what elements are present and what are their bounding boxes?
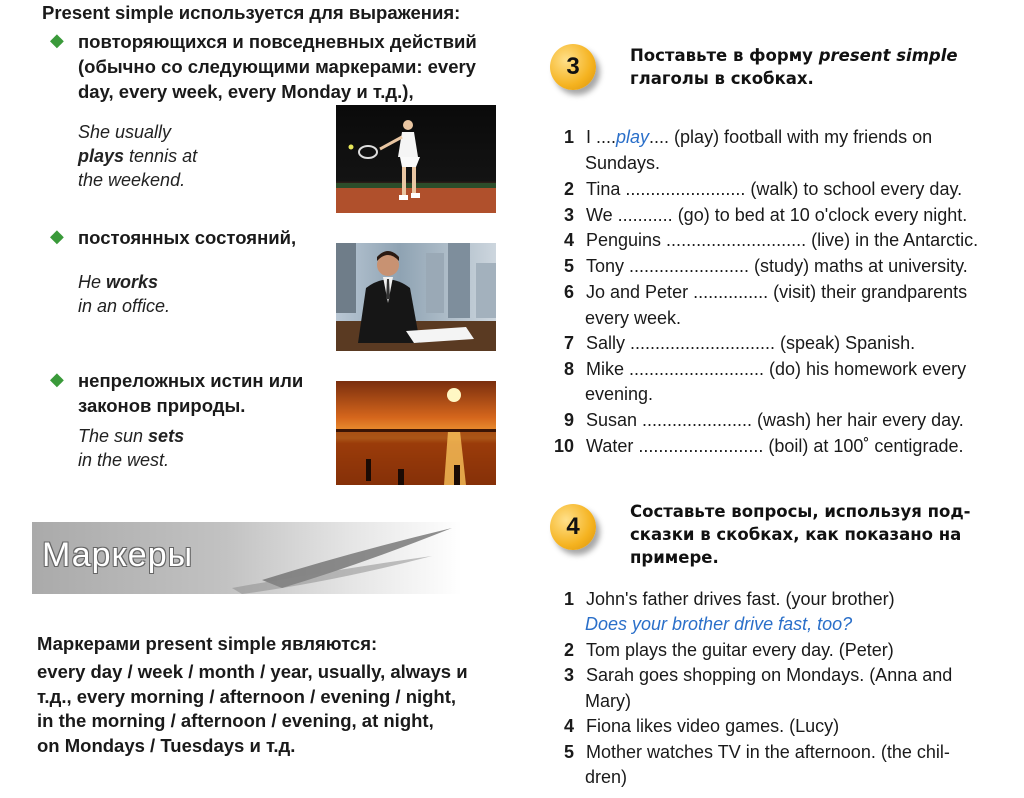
list-item: 5 Mother watches TV in the afternoon. (the chil- — [563, 742, 950, 762]
usage-universal-truths: непреложных истин или законов природы. — [78, 370, 304, 416]
list-item-continuation: Sundays. — [585, 153, 661, 173]
list-item-continuation: every week. — [585, 308, 682, 328]
list-item: 6 Jo and Peter ............... (visit) their grandparents — [563, 282, 968, 302]
exercise-4-instruction: Составьте вопросы, используя под- сказки в скобках, как показано на примере. — [630, 502, 971, 567]
markers-title: Маркерами present simple являются: — [37, 633, 378, 654]
usage-permanent-states: постоянных состояний, — [78, 227, 297, 248]
exercise-3-badge: 3 — [550, 44, 596, 90]
grammar-intro: Present simple используется для выражения: — [42, 2, 461, 23]
list-item: 2 Tom plays the guitar every day. (Peter) — [563, 640, 894, 660]
list-item: 10 Water ......................... (boil) at 100˚ centigrade. — [553, 436, 964, 456]
list-item-continuation: dren) — [585, 767, 628, 787]
list-item: 9 Susan ...................... (wash) her hair every day. — [563, 410, 964, 430]
list-item: 4 Fiona likes video games. (Lucy) — [563, 716, 840, 736]
example-office: He works in an office. — [78, 272, 171, 316]
list-item: 7 Sally ............................. (speak) Spanish. — [563, 333, 916, 353]
office-worker-photo — [336, 243, 496, 351]
handwritten-answer: play — [616, 127, 650, 147]
diamond-bullet-icon: ◆ — [50, 30, 64, 50]
usage-repeated-actions: повторяющихся и повседневных действий (обычно со следующими маркерами: every day, every week, every Monday и т.д.), — [78, 31, 477, 102]
markers-banner — [32, 522, 462, 594]
list-item: 3 Sarah goes shopping on Mondays. (Anna and — [563, 665, 953, 685]
markers-list: every day / week / month / year, usually, always и т.д., every morning / afternoon / evening / night, in the morning / afternoon / evening, at night, on Mondays / Tuesdays и т.д. — [37, 661, 468, 757]
tennis-player-photo — [336, 105, 496, 213]
markers-banner-title: Маркеры — [42, 536, 194, 574]
list-item: 1 I ....play.... (play) football with my friends on — [563, 127, 933, 147]
diamond-bullet-icon: ◆ — [50, 226, 64, 246]
list-item-continuation: evening. — [585, 384, 654, 404]
list-item: 3 We ........... (go) to bed at 10 o'clock every night. — [563, 205, 968, 225]
example-sunset: The sun sets in the west. — [78, 426, 185, 470]
list-item: 2 Tina ........................ (walk) to school every day. — [563, 179, 963, 199]
exercise-3-instruction: Поставьте в форму present simple глаголы в скобках. — [630, 46, 958, 88]
example-tennis: She usually plays tennis at the weekend. — [78, 122, 198, 190]
handwritten-answer: Does your brother drive fast, too? — [585, 614, 853, 634]
exercise-4-badge: 4 — [550, 504, 596, 550]
list-item: 5 Tony ........................ (study) maths at university. — [563, 256, 968, 276]
list-item: 8 Mike ........................... (do) his homework every — [563, 359, 967, 379]
list-item: 1 John's father drives fast. (your brother) — [563, 589, 895, 609]
sunset-photo — [336, 381, 496, 485]
list-item: 4 Penguins ............................ (live) in the Antarctic. — [563, 230, 979, 250]
list-item-continuation: Mary) — [585, 691, 631, 711]
diamond-bullet-icon: ◆ — [50, 369, 64, 389]
